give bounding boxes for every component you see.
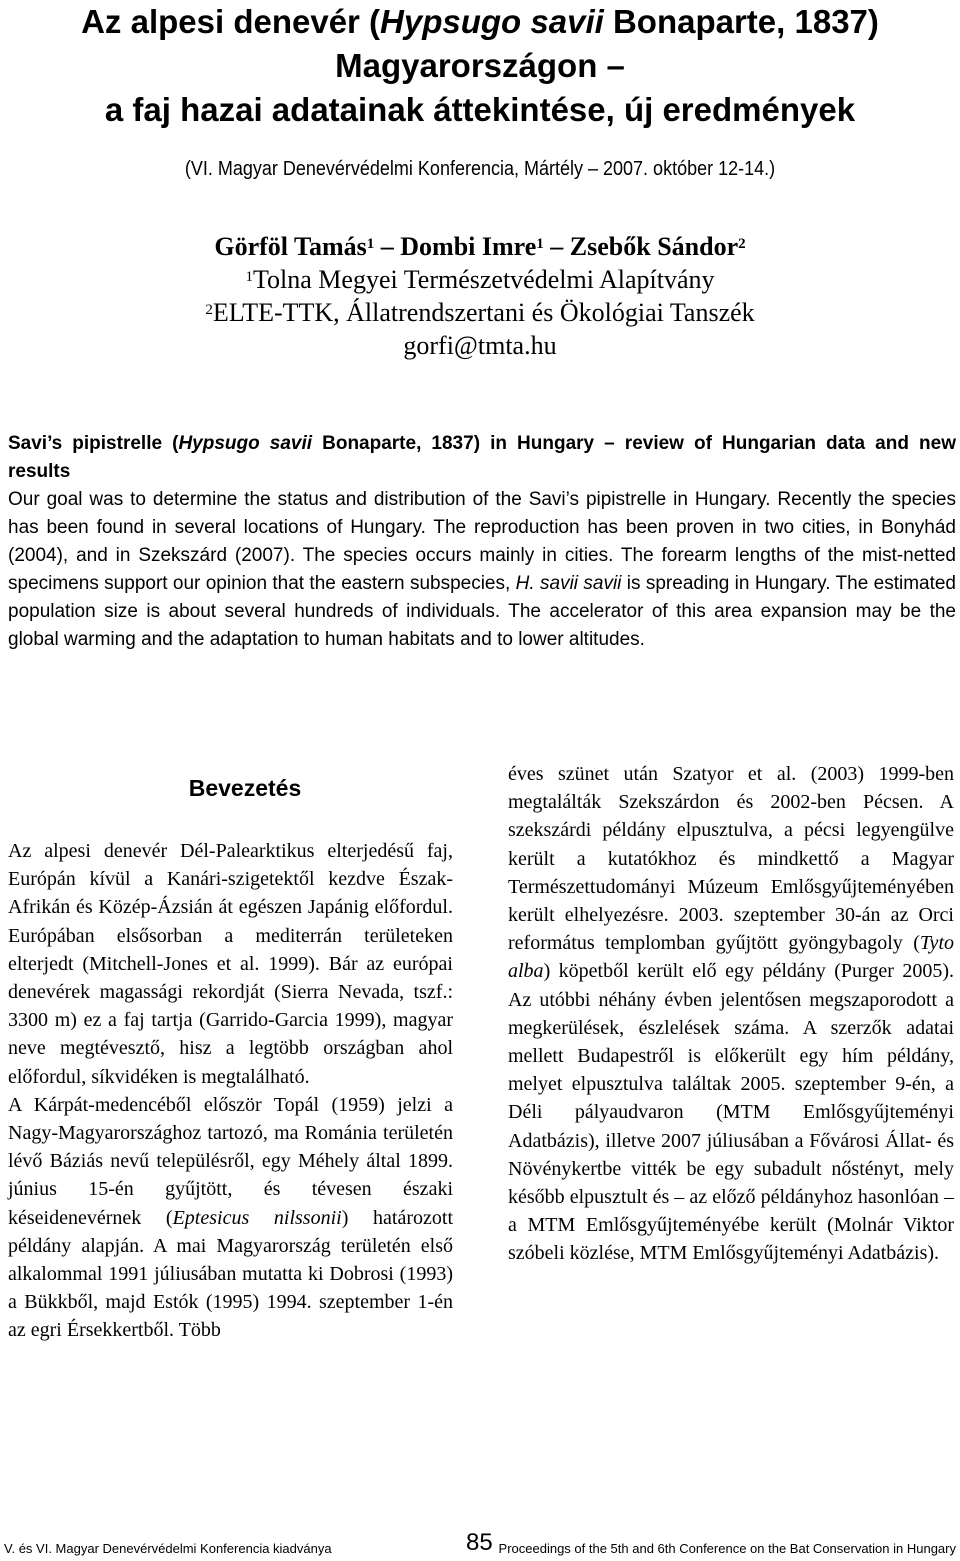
title-species-name: Hypsugo savii bbox=[380, 3, 604, 40]
section-heading: Bevezetés bbox=[188, 775, 302, 801]
author-3: Zsebők Sándor bbox=[569, 232, 739, 261]
page-number: 85 bbox=[466, 1529, 493, 1556]
abstract-body: Our goal was to determine the status and distribution of the Savi’s pipistrelle in Hungary. Recently the species has been found in several locations of Hungary. The reproduction has been proven in two cities, in Bonyhád (2004), and in Szekszárd (2007). The species occurs mainly in cities. The forearm lengths of the mist-netted specimens support our opinion that the eastern subspecies, H. savii savii is spreading in Hungary. The estimated population size is about several hundreds of individuals. The accelerator of this area expansion may be the global warming and the adaptation to human habitats and to lower altitudes. bbox=[8, 489, 956, 650]
right-column bbox=[508, 760, 954, 1268]
author-email[interactable]: gorfi@tmta.hu bbox=[403, 331, 557, 360]
affiliation-1: $^1$Tolna Megyei Természetvédelmi Alapítvány bbox=[245, 265, 715, 294]
title-line-1: Az alpesi denevér (Hypsugo savii Bonaparte, 1837) bbox=[81, 3, 879, 40]
right-paragraph-1: éves szünet után Szatyor et al. (2003) 1999-ben megtalálták Szekszárdon és 2002-ben Pécsen. A szekszárdi példány elpusztulva, a pécsi legyengülve került a kutatókhoz és mindkettő a Magyar Természettudományi Múzeum Emlősgyűjteményében került elhelyezésre. 2003. szeptember 30-án az Orci református templomban gyűjtött gyöngybagoly (Tyto alba) köpetből került elő egy példány (Purger 2005). Az utóbbi néhány évben jelentősen megszaporodott a megkerülések, észlelések száma. A szerzők adatai mellett Budapestről is előkerült egy hím példány, melyet elpusztulva találtak 2005. szeptember 9-én, a Déli pályaudvaron (MTM Emlősgyűjteményi Adatbázis), illetve 2007 júliusában a Fővárosi Állat- és Növénykertbe vitték be egy subadult nőstényt, mely később elpusztult és – az előző példányhoz hasonlóan – a MTM Emlősgyűjteményébe került (Molnár Viktor szóbeli közlése, MTM Emlősgyűjteményi Adatbázis). bbox=[508, 763, 954, 1265]
paper-title bbox=[0, 0, 960, 132]
page-footer bbox=[0, 1527, 960, 1557]
title-line-3: a faj hazai adatainak áttekintése, új eredmények bbox=[104, 91, 856, 128]
authors-block bbox=[0, 230, 960, 362]
left-paragraph-1: Az alpesi denevér Dél-Palearktikus elterjedésű faj, Európán kívül a Kanári-szigetektől kezdve Észak-Afrikán és Közép-Ázsián át egészen Japánig előfordul. Európában elsősorban a mediterrán területeken elterjedt (Mitchell-Jones et al. 1999). Bár az európai denevérek magassági rekordját (Sierra Nevada, tszf.: 3300 m) ez a faj tartja (Garrido-Garcia 1999), magyar neve megtévesztő, hisz a legtöbb országban ahol előfordul, síkvidéken is megtalálható. bbox=[8, 840, 453, 1088]
footer-left-text: V. és VI. Magyar Denevérvédelmi Konferencia kiadványa bbox=[4, 1541, 332, 1556]
author-names: Görföl Tamás$^1$ – Dombi Imre$^1$ – Zsebők Sándor$^2$ bbox=[214, 232, 746, 261]
conference-line: (VI. Magyar Denevérvédelmi Konferencia, Mártély – 2007. október 12-14.) bbox=[184, 158, 776, 180]
title-line-2: Magyarországon – bbox=[335, 47, 625, 84]
english-abstract bbox=[8, 430, 956, 654]
abstract-title: Savi’s pipistrelle (Hypsugo savii Bonaparte, 1837) in Hungary – review of Hungarian data and new results bbox=[8, 433, 956, 482]
author-2: Dombi Imre bbox=[400, 232, 537, 261]
left-paragraph-2: A Kárpát-medencéből először Topál (1959) jelzi a Nagy-Magyarországhoz tartozó, ma Románia területén lévő Báziás nevű településről, egy Méhely által 1899. június 15-én gyűjtött, és tévesen északi késeidenevérnek (Eptesicus nilssonii) határozott példány alapján. A mai Magyarország területén első alkalommal 1991 júliusában mutatta ki Dobrosi (1993) a Bükkből, majd Estók (1995) 1994. szeptember 1-én az egri Érsekkertből. Több bbox=[8, 1093, 454, 1342]
affiliation-2: $^2$ELTE-TTK, Állatrendszertani és Ökológiai Tanszék bbox=[205, 298, 755, 327]
author-1: Görföl Tamás bbox=[214, 232, 367, 261]
left-column bbox=[8, 837, 453, 1345]
footer-right-text: Proceedings of the 5th and 6th Conference on the Bat Conservation in Hungary bbox=[498, 1541, 956, 1556]
